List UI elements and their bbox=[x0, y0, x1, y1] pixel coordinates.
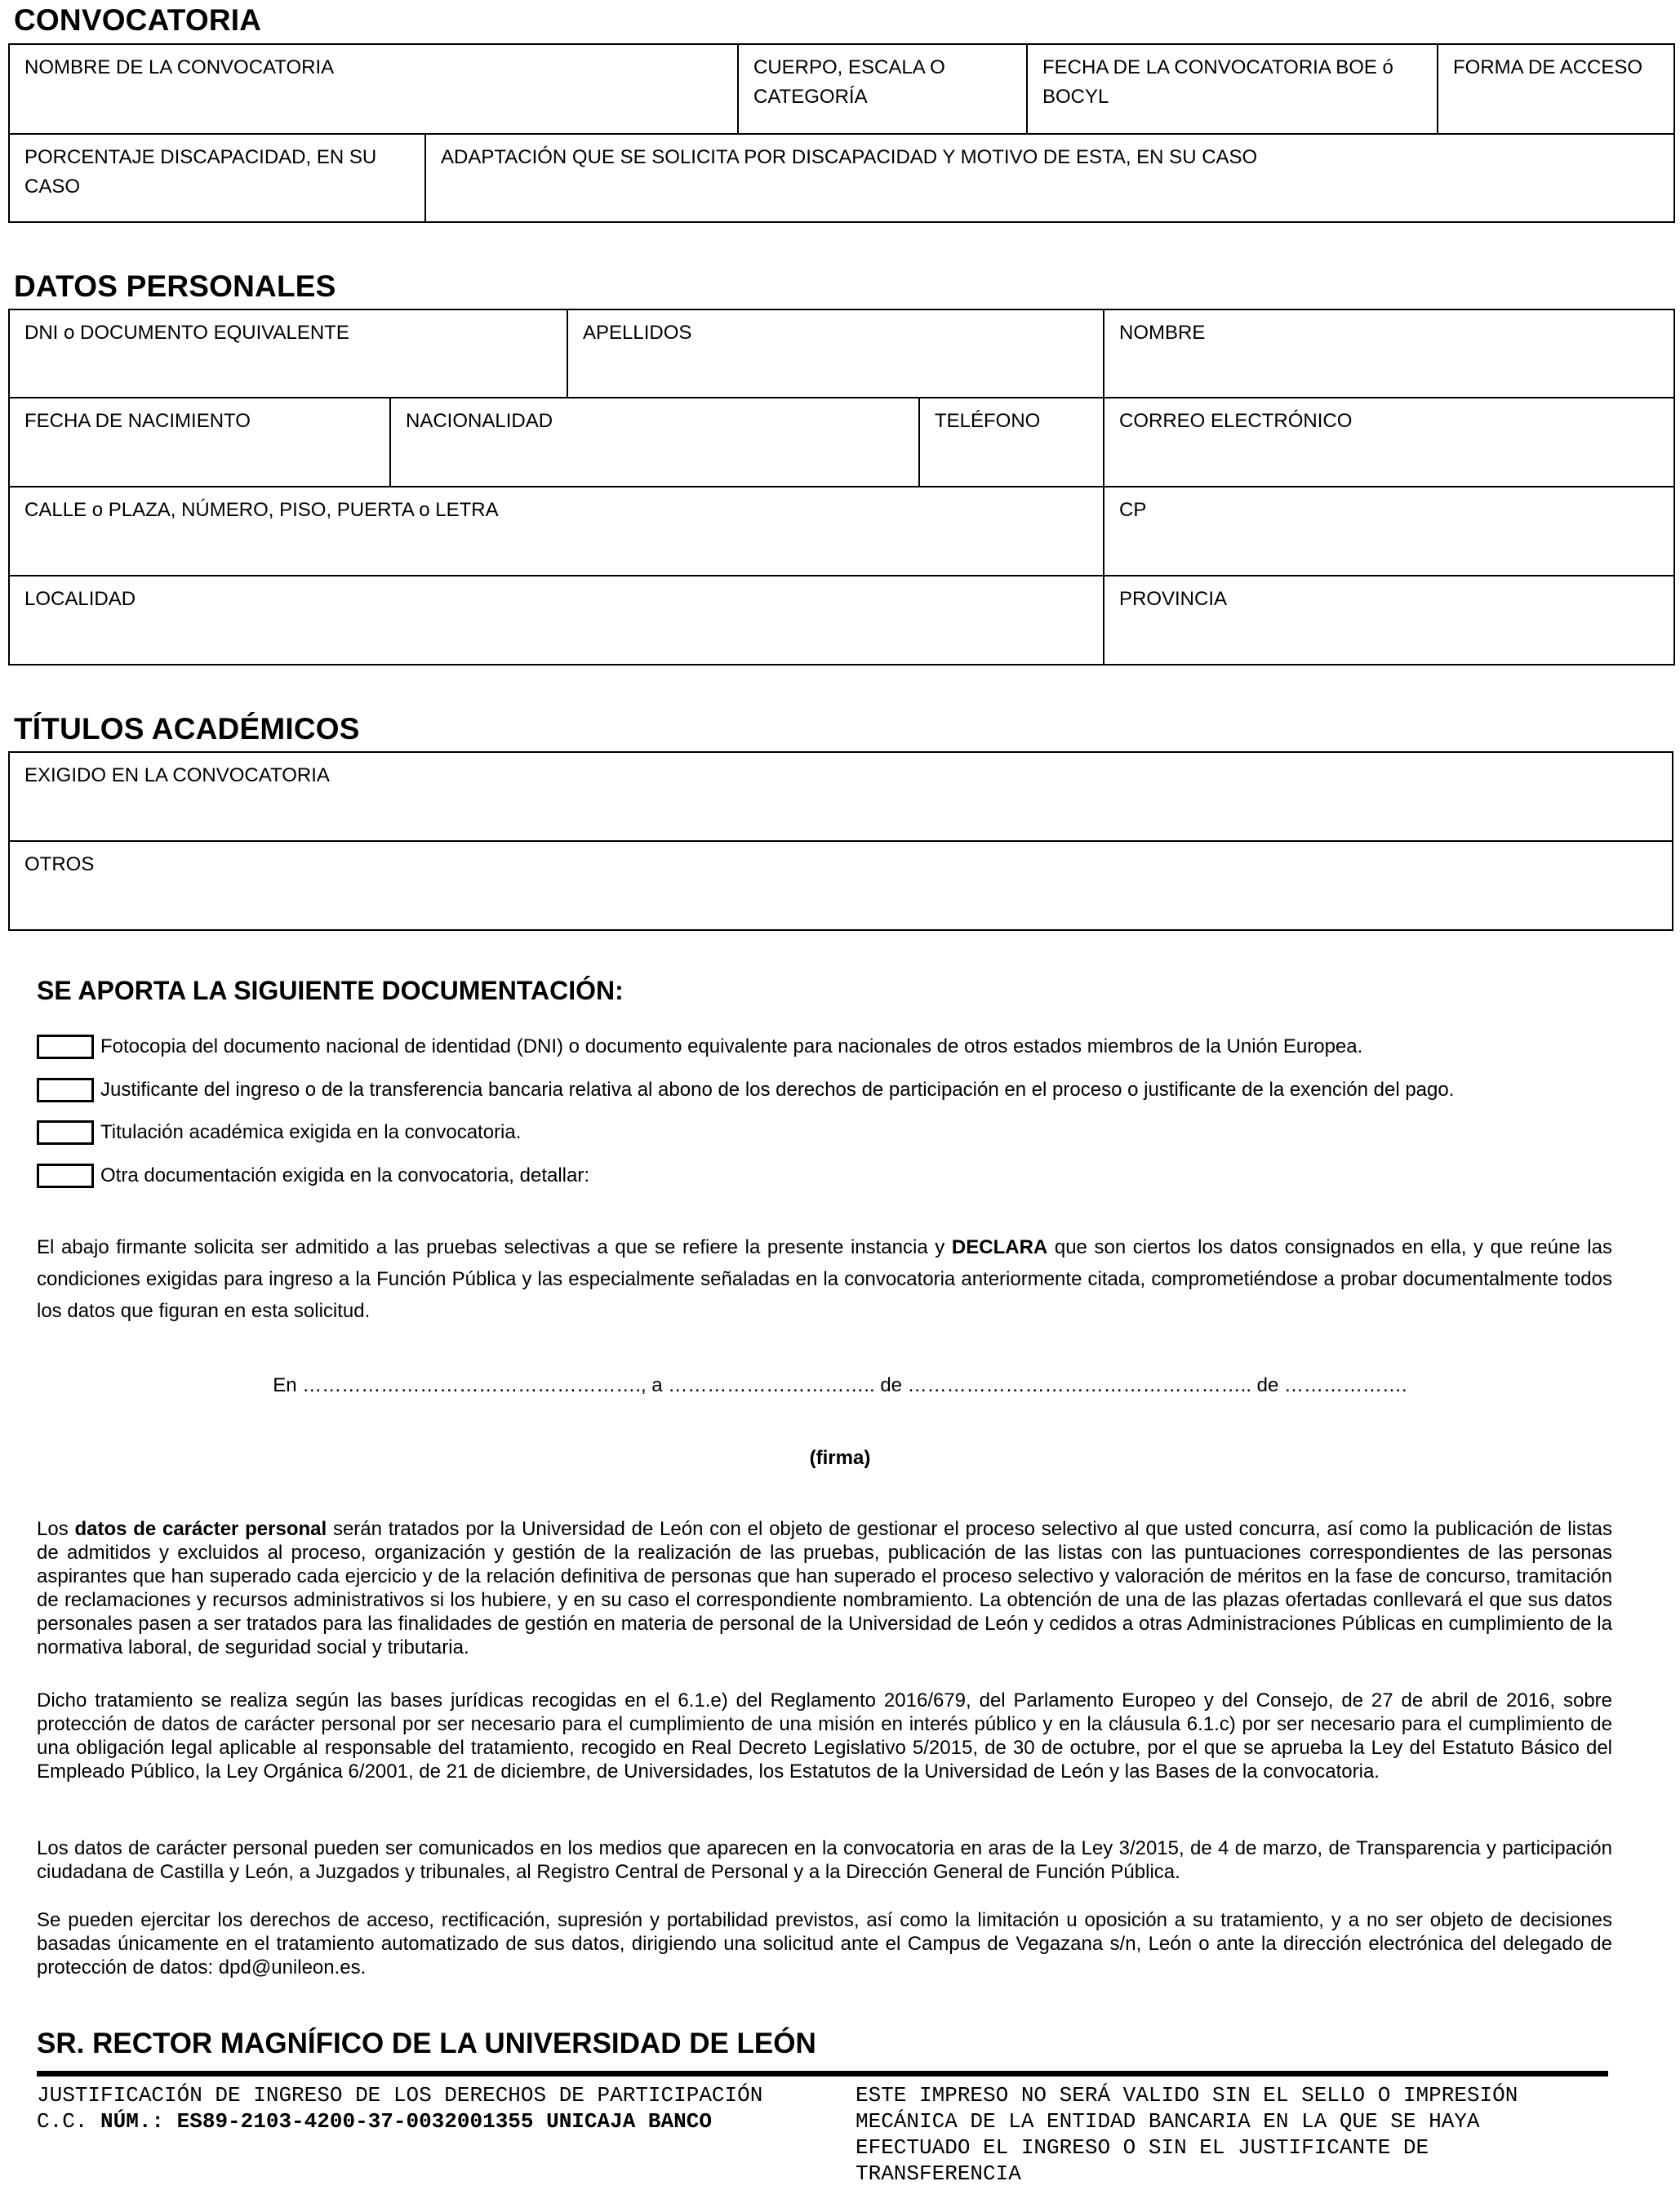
field-titulo-otros[interactable]: OTROS bbox=[9, 841, 1673, 930]
field-apellidos[interactable]: APELLIDOS bbox=[567, 309, 1104, 398]
doc-item-label: Justificante del ingreso o de la transferencia bancaria relativa al abono de los derechos de participación en el proceso o justificante de la exención del pago. bbox=[100, 1079, 1455, 1101]
field-fecha-convocatoria[interactable]: FECHA DE LA CONVOCATORIA BOE ó BOCYL bbox=[1027, 44, 1438, 134]
declaracion-paragraph: El abajo firmante solicita ser admitido a las pruebas selectivas a que se refiere la presente instancia y DECLARA que son ciertos los datos consignados en ella, y que reúne las condiciones exigidas para ingreso a la Función Pública y las especialmente señaladas en la convocatoria anteriormente citada, comprometiéndose a probar documentalmente todos los datos que figuran en esta solicitud. bbox=[37, 1236, 1612, 1322]
section-title-datos-personales: DATOS PERSONALES bbox=[14, 269, 336, 303]
documentacion-title: SE APORTA LA SIGUIENTE DOCUMENTACIÓN: bbox=[37, 976, 624, 1005]
doc-item-dni bbox=[37, 1032, 1362, 1062]
doc-item-otra bbox=[37, 1161, 589, 1191]
field-telefono[interactable]: TELÉFONO bbox=[919, 398, 1104, 487]
field-dni[interactable]: DNI o DOCUMENTO EQUIVALENTE bbox=[9, 309, 567, 398]
field-porcentaje-discapacidad[interactable]: PORCENTAJE DISCAPACIDAD, EN SU CASO bbox=[9, 134, 425, 222]
field-localidad[interactable]: LOCALIDAD bbox=[9, 576, 1104, 665]
destinatario: SR. RECTOR MAGNÍFICO DE LA UNIVERSIDAD DE LEÓN bbox=[37, 2028, 816, 2059]
checkbox-otra[interactable] bbox=[37, 1164, 94, 1188]
checkbox-dni[interactable] bbox=[37, 1035, 94, 1059]
doc-item-label: Titulación académica exigida en la convocatoria. bbox=[100, 1121, 522, 1143]
field-nacionalidad[interactable]: NACIONALIDAD bbox=[390, 398, 919, 487]
divider bbox=[37, 2071, 1608, 2077]
section-title-titulos: TÍTULOS ACADÉMICOS bbox=[14, 712, 360, 746]
checkbox-justificante[interactable] bbox=[37, 1078, 94, 1102]
datos-personales-table bbox=[8, 309, 1675, 665]
doc-item-titulacion bbox=[37, 1118, 521, 1147]
field-provincia[interactable]: PROVINCIA bbox=[1104, 576, 1674, 665]
field-titulo-exigido[interactable]: EXIGIDO EN LA CONVOCATORIA bbox=[9, 752, 1673, 841]
section-title-convocatoria: CONVOCATORIA bbox=[14, 3, 262, 37]
field-cuerpo-escala[interactable]: CUERPO, ESCALA O CATEGORÍA bbox=[738, 44, 1027, 134]
titulos-table bbox=[8, 751, 1673, 931]
footer-validez: ESTE IMPRESO NO SERÁ VALIDO SIN EL SELLO O IMPRESIÓN MECÁNICA DE LA ENTIDAD BANCARIA EN LA QUE SE HAYA EFECTUADO EL INGRESO O SIN EL JUSTIFICANTE DE TRANSFERENCIA bbox=[856, 2083, 1518, 2186]
cuenta-bancaria: NÚM.: ES89-2103-4200-37-0032001355 UNICAJA BANCO bbox=[100, 2109, 712, 2134]
declara-keyword: DECLARA bbox=[951, 1236, 1048, 1258]
footer-justificacion: JUSTIFICACIÓN DE INGRESO DE LOS DERECHOS DE PARTICIPACIÓN C.C. NÚM.: ES89-2103-4200-37-0032001355 UNICAJA BANCO bbox=[37, 2083, 763, 2134]
convocatoria-table bbox=[8, 43, 1675, 223]
privacy-paragraph-3: Los datos de carácter personal pueden ser comunicados en los medios que aparecen en la convocatoria en aras de la Ley 3/2015, de 4 de marzo, de Transparencia y participación ciudadana de Castilla y León, a Juzgados y tribunales, al Registro Central de Personal y a la Dirección General de Función Pública. bbox=[37, 1837, 1612, 1883]
privacy-paragraph-1: Los datos de carácter personal serán tratados por la Universidad de León con el objeto de gestionar el proceso selectivo al que usted concurra, así como la publicación de listas de admitidos y excluidos al proceso, organización y gestión de la realización de las pruebas, publicación de las listas con las puntuaciones correspondientes de las personas aspirantes que han superado cada ejercicio y de la relación definitiva de personas que han superado el proceso selectivo y valoración de méritos en la fase de concurso, tramitación de reclamaciones y recursos administrativos si los hubiere, y en su caso el correspondiente nombramiento. La obtención de una de las plazas ofertadas conllevará el que sus datos personales pasen a ser tratados para las finalidades de gestión en materia de personal de la Universidad de León y cedidos a otras Administraciones Públicas en cumplimiento de la normativa laboral, de seguridad social y tributaria. bbox=[37, 1518, 1612, 1658]
lugar-fecha-line[interactable]: En ……………………………………………., a ………………………….. de …………………………………………….. de ………………. bbox=[273, 1374, 1407, 1396]
field-calle[interactable]: CALLE o PLAZA, NÚMERO, PISO, PUERTA o LETRA bbox=[9, 487, 1104, 576]
field-forma-acceso[interactable]: FORMA DE ACCESO bbox=[1438, 44, 1674, 134]
field-cp[interactable]: CP bbox=[1104, 487, 1674, 576]
doc-item-label: Otra documentación exigida en la convocatoria, detallar: bbox=[100, 1164, 590, 1186]
field-nombre[interactable]: NOMBRE bbox=[1104, 309, 1674, 398]
privacy-paragraph-2: Dicho tratamiento se realiza según las bases jurídicas recogidas en el 6.1.e) del Reglamento 2016/679, del Parlamento Europeo y del Consejo, de 27 de abril de 2016, sobre protección de datos de carácter personal por ser necesario para el cumplimiento de una misión en interés público y en la cláusula 6.1.c) por ser necesario para el cumplimiento de una obligación legal aplicable al responsable del tratamiento, recogido en Real Decreto Legislativo 5/2015, de 30 de octubre, por el que se aprueba la Ley del Estatuto Básico del Empleado Público, la Ley Orgánica 6/2001, de 21 de diciembre, de Universidades, los Estatutos de la Universidad de León y las Bases de la convocatoria. bbox=[37, 1689, 1612, 1783]
doc-item-label: Fotocopia del documento nacional de identidad (DNI) o documento equivalente para nacionales de otros estados miembros de la Unión Europea. bbox=[100, 1035, 1363, 1057]
field-adaptacion[interactable]: ADAPTACIÓN QUE SE SOLICITA POR DISCAPACIDAD Y MOTIVO DE ESTA, EN SU CASO bbox=[425, 134, 1674, 222]
privacy-paragraph-4: Se pueden ejercitar los derechos de acceso, rectificación, supresión y portabilidad previstos, así como la limitación u oposición a su tratamiento, y a no ser objeto de decisiones basadas únicamente en el tratamiento automatizado de sus datos, dirigiendo una solicitud ante el Campus de Vegazana s/n, León o ante la dirección electrónica del delegado de protección de datos: dpd@unileon.es. bbox=[37, 1909, 1612, 1979]
field-nombre-convocatoria[interactable]: NOMBRE DE LA CONVOCATORIA bbox=[9, 44, 738, 134]
checkbox-titulacion[interactable] bbox=[37, 1120, 94, 1145]
field-correo[interactable]: CORREO ELECTRÓNICO bbox=[1104, 398, 1674, 487]
field-fecha-nacimiento[interactable]: FECHA DE NACIMIENTO bbox=[9, 398, 390, 487]
firma-label: (firma) bbox=[809, 1447, 871, 1469]
doc-item-justificante bbox=[37, 1075, 1454, 1105]
